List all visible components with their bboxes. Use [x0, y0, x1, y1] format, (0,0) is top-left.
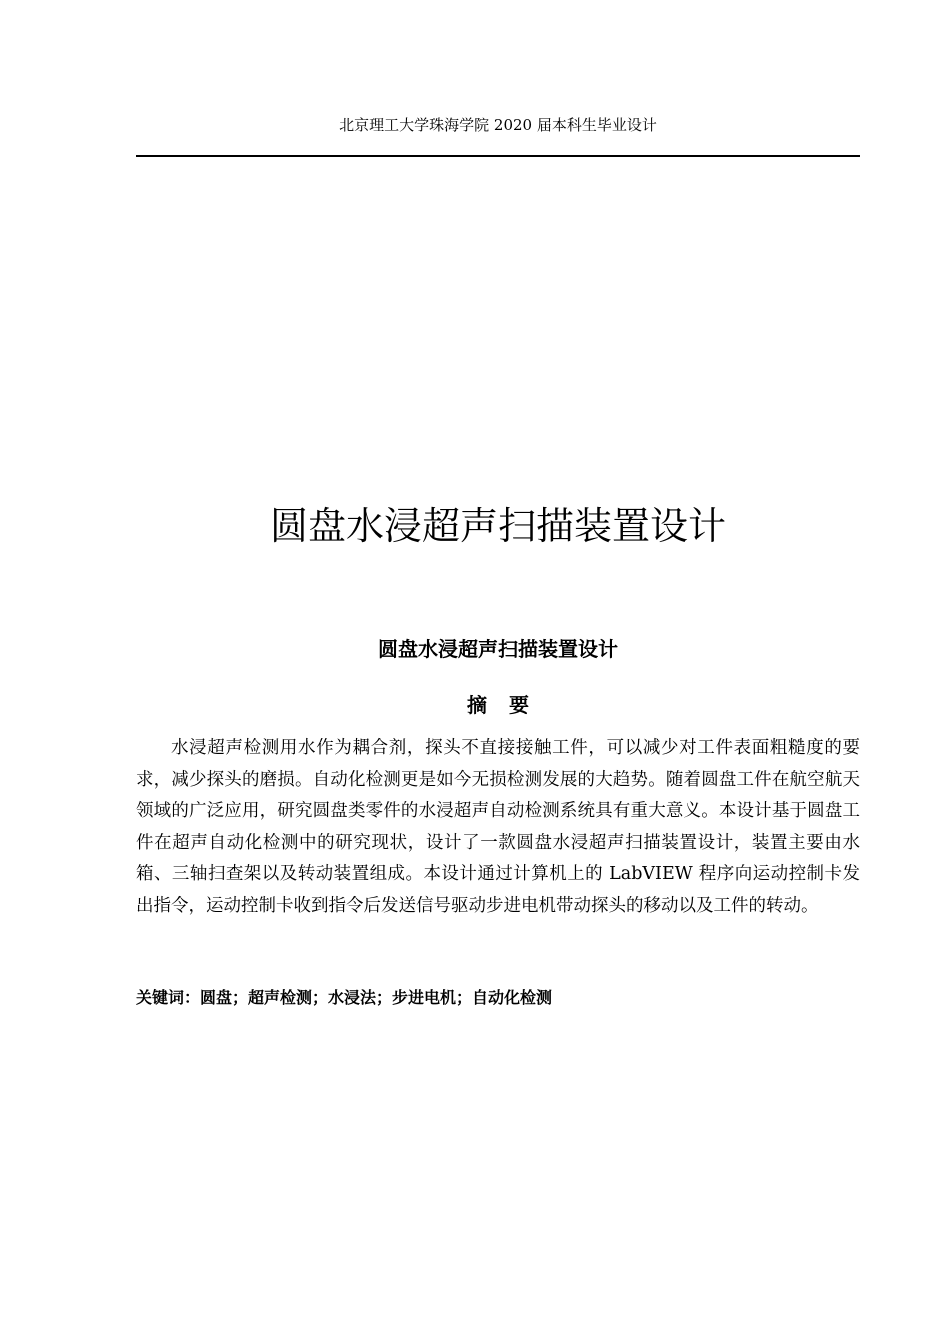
- keywords-line: [136, 984, 860, 1012]
- thesis-title: 圆盘水浸超声扫描装置设计: [269, 504, 726, 548]
- page-header: 北京理工大学珠海学院 2020 届本科生毕业设计: [339, 116, 657, 134]
- abstract-body: 水浸超声检测用水作为耦合剂，探头不直接接触工件，可以减少对工件表面粗糙度的要求，减少探头的磨损。自动化检测更是如今无损检测发展的大趋势。随着圆盘工件在航空航天领域的广泛应用，研究圆盘类零件的水浸超声自动检测系统具有重大意义。本设计基于圆盘工件在超声自动化检测中的研究现状，设计了一款圆盘水浸超声扫描装置设计，装置主要由水箱、三轴扫查架以及转动装置组成。本设计通过计算机上的 LabVIEW 程序向运动控制卡发出指令，运动控制卡收到指令后发送信号驱动步进电机带动探头的移动以及工件的转动。: [136, 738, 860, 916]
- abstract-title: 圆盘水浸超声扫描装置设计: [378, 637, 618, 661]
- abstract-heading: 摘要: [467, 693, 551, 717]
- keywords-list: 圆盘；超声检测；水浸法；步进电机；自动化检测: [200, 988, 553, 1007]
- keywords-label: 关键词：: [136, 988, 201, 1007]
- header-rule: [136, 155, 860, 157]
